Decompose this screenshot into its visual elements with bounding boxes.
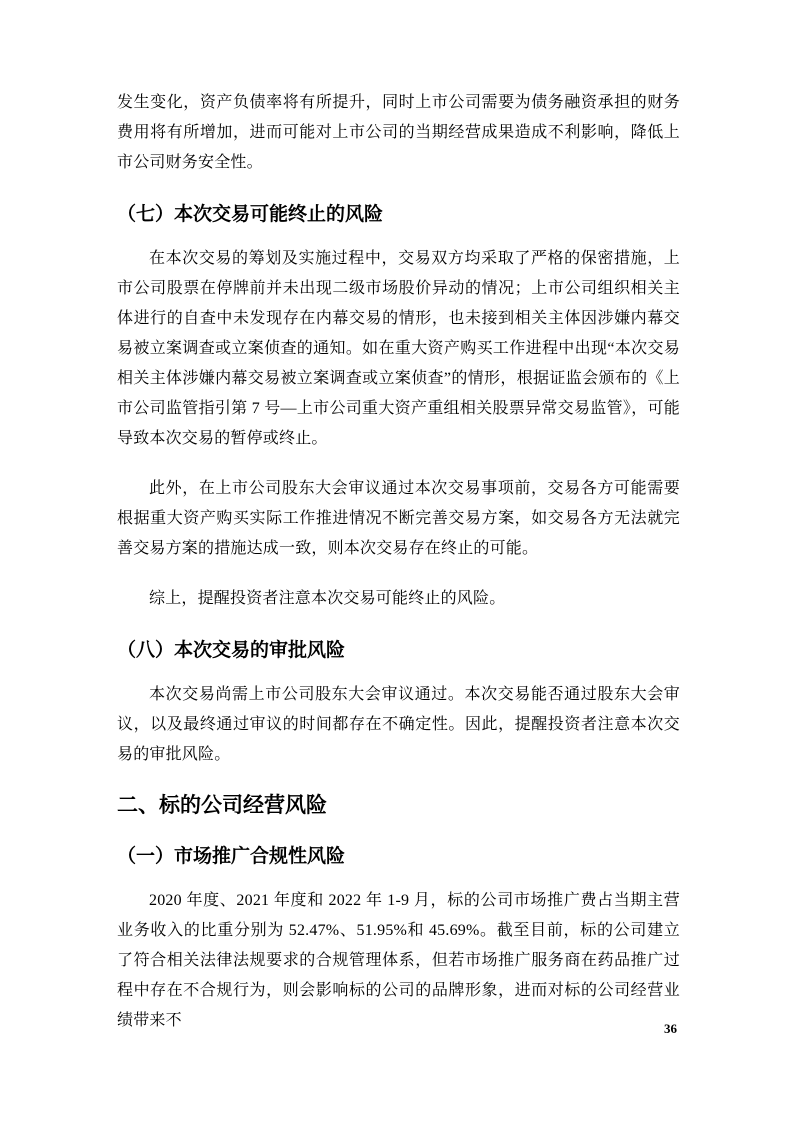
section-heading-approval-risk: （八）本次交易的审批风险: [117, 640, 346, 661]
paragraph-financial-risk-continuation: 发生变化，资产负债率将有所提升，同时上市公司需要为债务融资承担的财务费用将有所增加，进而可能对上市公司的当期经营成果造成不利影响，降低上市公司财务安全性。: [117, 94, 680, 171]
paragraph-insider-trading-investigation: 在本次交易的筹划及实施过程中，交易双方均采取了严格的保密措施，上市公司股票在停牌前并未出现二级市场股价异动的情况；上市公司组织相关主体进行的自查中未发现存在内幕交易的情形，也未接到相关主体因涉嫌内幕交易被立案调查或立案侦查的通知。如在重大资产购买工作进程中出现“本次交易相关主体涉嫌内幕交易被立案调查或立案侦查”的情形，根据证监会颁布的《上市公司监管指引第 7 号—上市公司重大资产重组相关股票异常交易监管》，可能导致本次交易的暂停或终止。: [117, 250, 680, 447]
paragraph-shareholder-approval: 本次交易尚需上市公司股东大会审议通过。本次交易能否通过股东大会审议，以及最终通过审议的时间都存在不确定性。因此，提醒投资者注意本次交易的审批风险。: [117, 686, 680, 763]
section-heading-termination-risk: （七）本次交易可能终止的风险: [117, 204, 384, 225]
section-heading-marketing-compliance-risk: （一）市场推广合规性风险: [117, 846, 346, 867]
page-number: 36: [664, 1021, 677, 1036]
document-content: [117, 88, 680, 1056]
paragraph-marketing-expense-ratio: 2020 年度、2021 年度和 2022 年 1-9 月，标的公司市场推广费占当期主营业务收入的比重分别为 52.47%、51.95%和 45.69%。截至目前，标的公司建立了符合相关法律法规要求的合规管理体系，但若市场推广服务商在药品推广过程中存在不合规行为，则会影响标的公司的品牌形象，进而对标的公司经营业绩带来不: [117, 892, 680, 1029]
paragraph-plan-refinement: 此外，在上市公司股东大会审议通过本次交易事项前，交易各方可能需要根据重大资产购买实际工作推进情况不断完善交易方案，如交易各方无法就完善交易方案的措施达成一致，则本次交易存在终止的可能。: [117, 480, 680, 557]
chapter-heading-target-company-operating-risk: 二、标的公司经营风险: [117, 794, 327, 817]
paragraph-termination-reminder: 综上，提醒投资者注意本次交易可能终止的风险。: [149, 590, 506, 607]
